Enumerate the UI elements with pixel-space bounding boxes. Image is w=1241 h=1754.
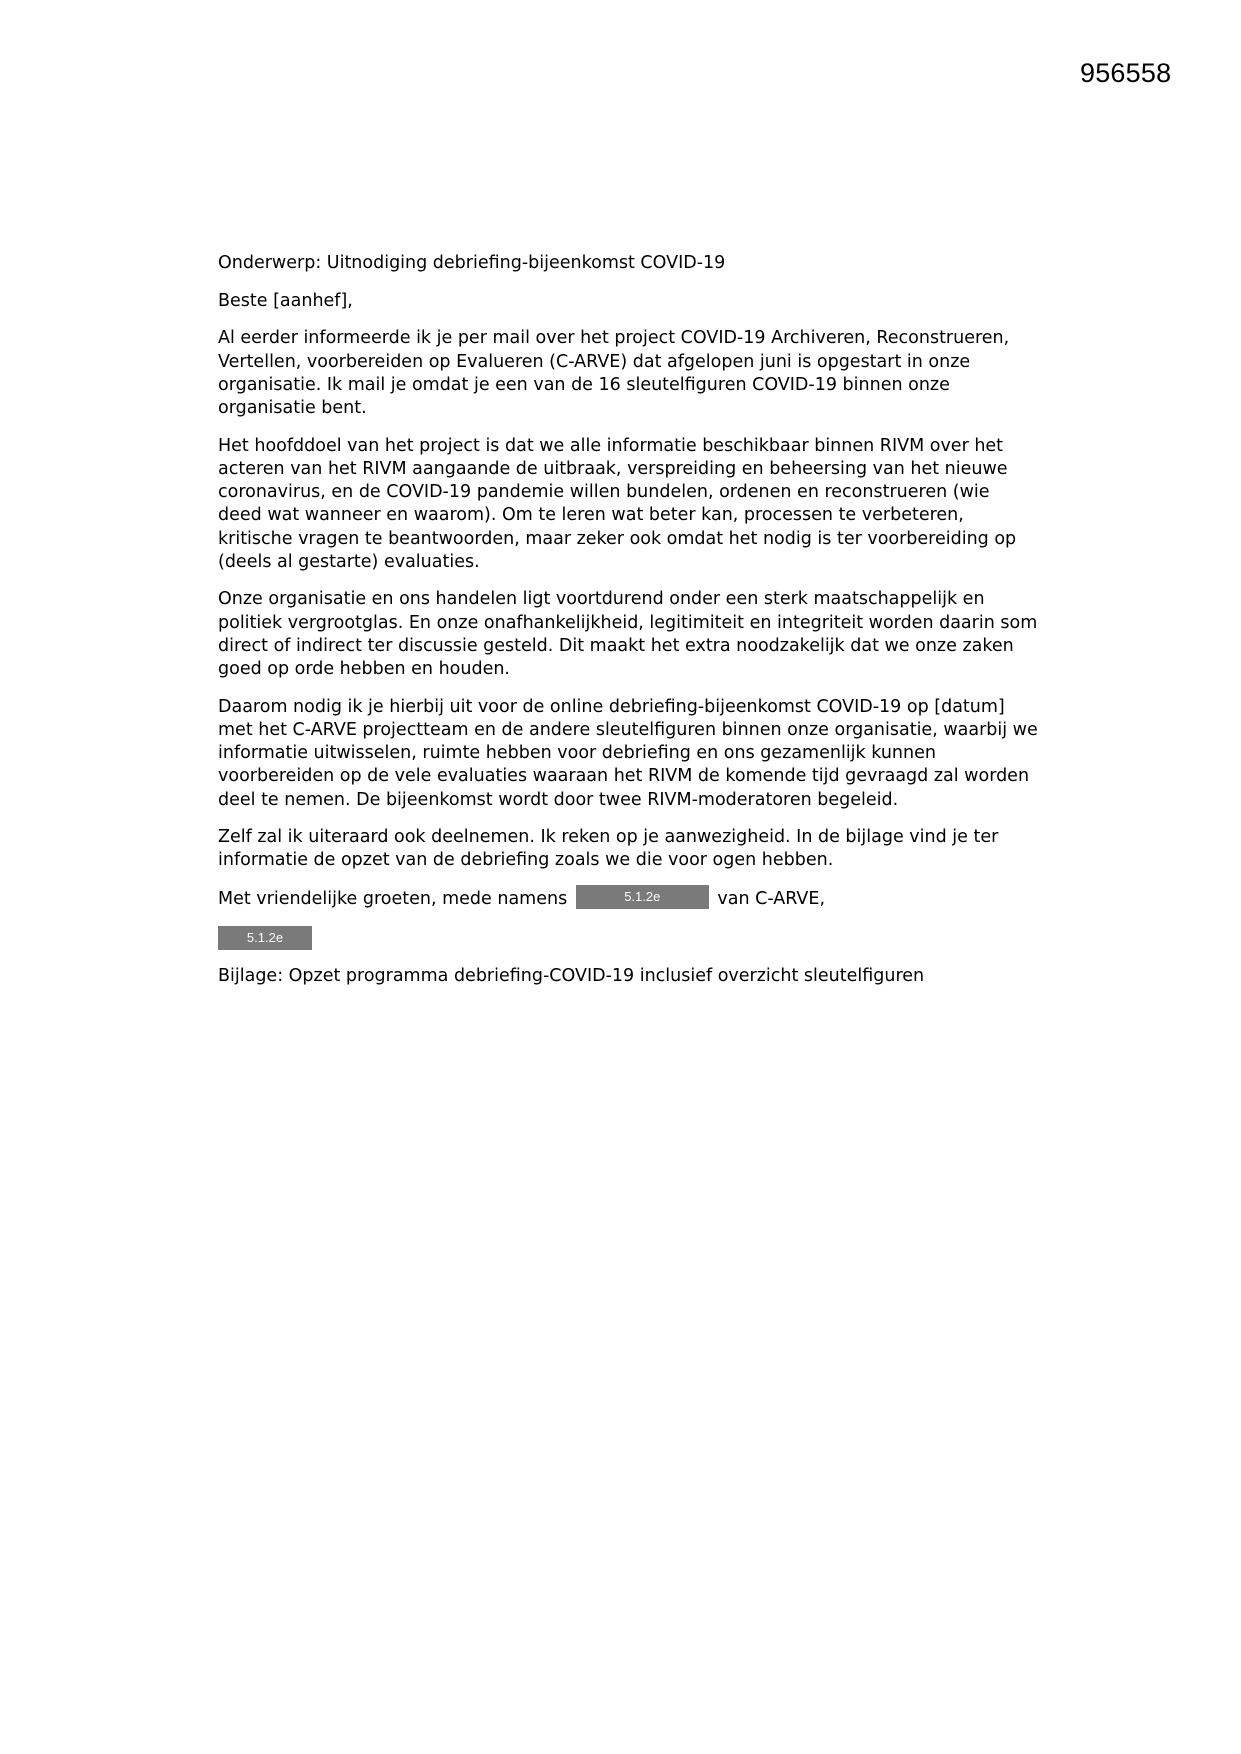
paragraph-context: Onze organisatie en ons handelen ligt voortdurend onder een sterk maatschappelijk en politiek vergrootglas. En onze onafhankelijkheid, legitimiteit en integriteit worden daarin som direct of indirect ter discussie gesteld. Dit maakt het extra noodzakelijk dat we onze zaken goed op orde hebben en houden. [218, 589, 1038, 680]
signature-line [218, 926, 1038, 950]
paragraph-participation: Zelf zal ik uiteraard ook deelnemen. Ik reken op je aanwezigheid. In de bijlage vind je ter informatie de opzet van de debriefing zoals we die voor ogen hebben. [218, 827, 999, 871]
redaction-box-signature: 5.1.2e [218, 926, 312, 950]
document-number: 956558 [1080, 58, 1172, 88]
salutation: Beste [aanhef], [218, 290, 353, 311]
letter-body [218, 252, 1038, 1002]
attachment-line: Bijlage: Opzet programma debriefing-COVID-19 inclusief overzicht sleutelfiguren [218, 965, 925, 986]
paragraph-goal: Het hoofddoel van het project is dat we alle informatie beschikbaar binnen RIVM over het acteren van het RIVM aangaande de uitbraak, verspreiding en beheersing van het nieuwe coronavirus, en de COVID-19 pandemie willen bundelen, ordenen en reconstrueren (wie deed wat wanneer en waarom). Om te leren wat beter kan, processen te verbeteren, kritische vragen te beantwoorden, maar zeker ook omdat het nodig is ter voorbereiding op (deels al gestarte) evaluaties. [218, 435, 1017, 572]
closing-text: Met vriendelijke groeten, mede namens [218, 889, 568, 910]
paragraph-invitation: Daarom nodig ik je hierbij uit voor de online debriefing-bijeenkomst COVID-19 op [datum] met het C-ARVE projectteam en de andere sleutelfiguren binnen onze organisatie, waarbij we informatie uitwisselen, ruimte hebben voor debriefing en ons gezamenlijk kunnen voorbereiden op de vele evaluaties waaraan het RIVM de komende tijd gevraagd zal worden deel te nemen. De bijeenkomst wordt door twee RIVM-moderatoren begeleid. [218, 696, 1038, 810]
redaction-box-closing: 5.1.2e [576, 885, 709, 909]
subject-line: Onderwerp: Uitnodiging debriefing-bijeenkomst COVID-19 [218, 253, 726, 273]
closing-line [218, 887, 1038, 911]
closing-org-text: van C-ARVE, [717, 889, 826, 910]
paragraph-intro: Al eerder informeerde ik je per mail over het project COVID-19 Archiveren, Reconstrueren, Vertellen, voorbereiden op Evalueren (C-ARVE) dat afgelopen juni is opgestart in onze organisatie. Ik mail je omdat je een van de 16 sleutelfiguren COVID-19 binnen onze organisatie bent. [218, 328, 1010, 419]
